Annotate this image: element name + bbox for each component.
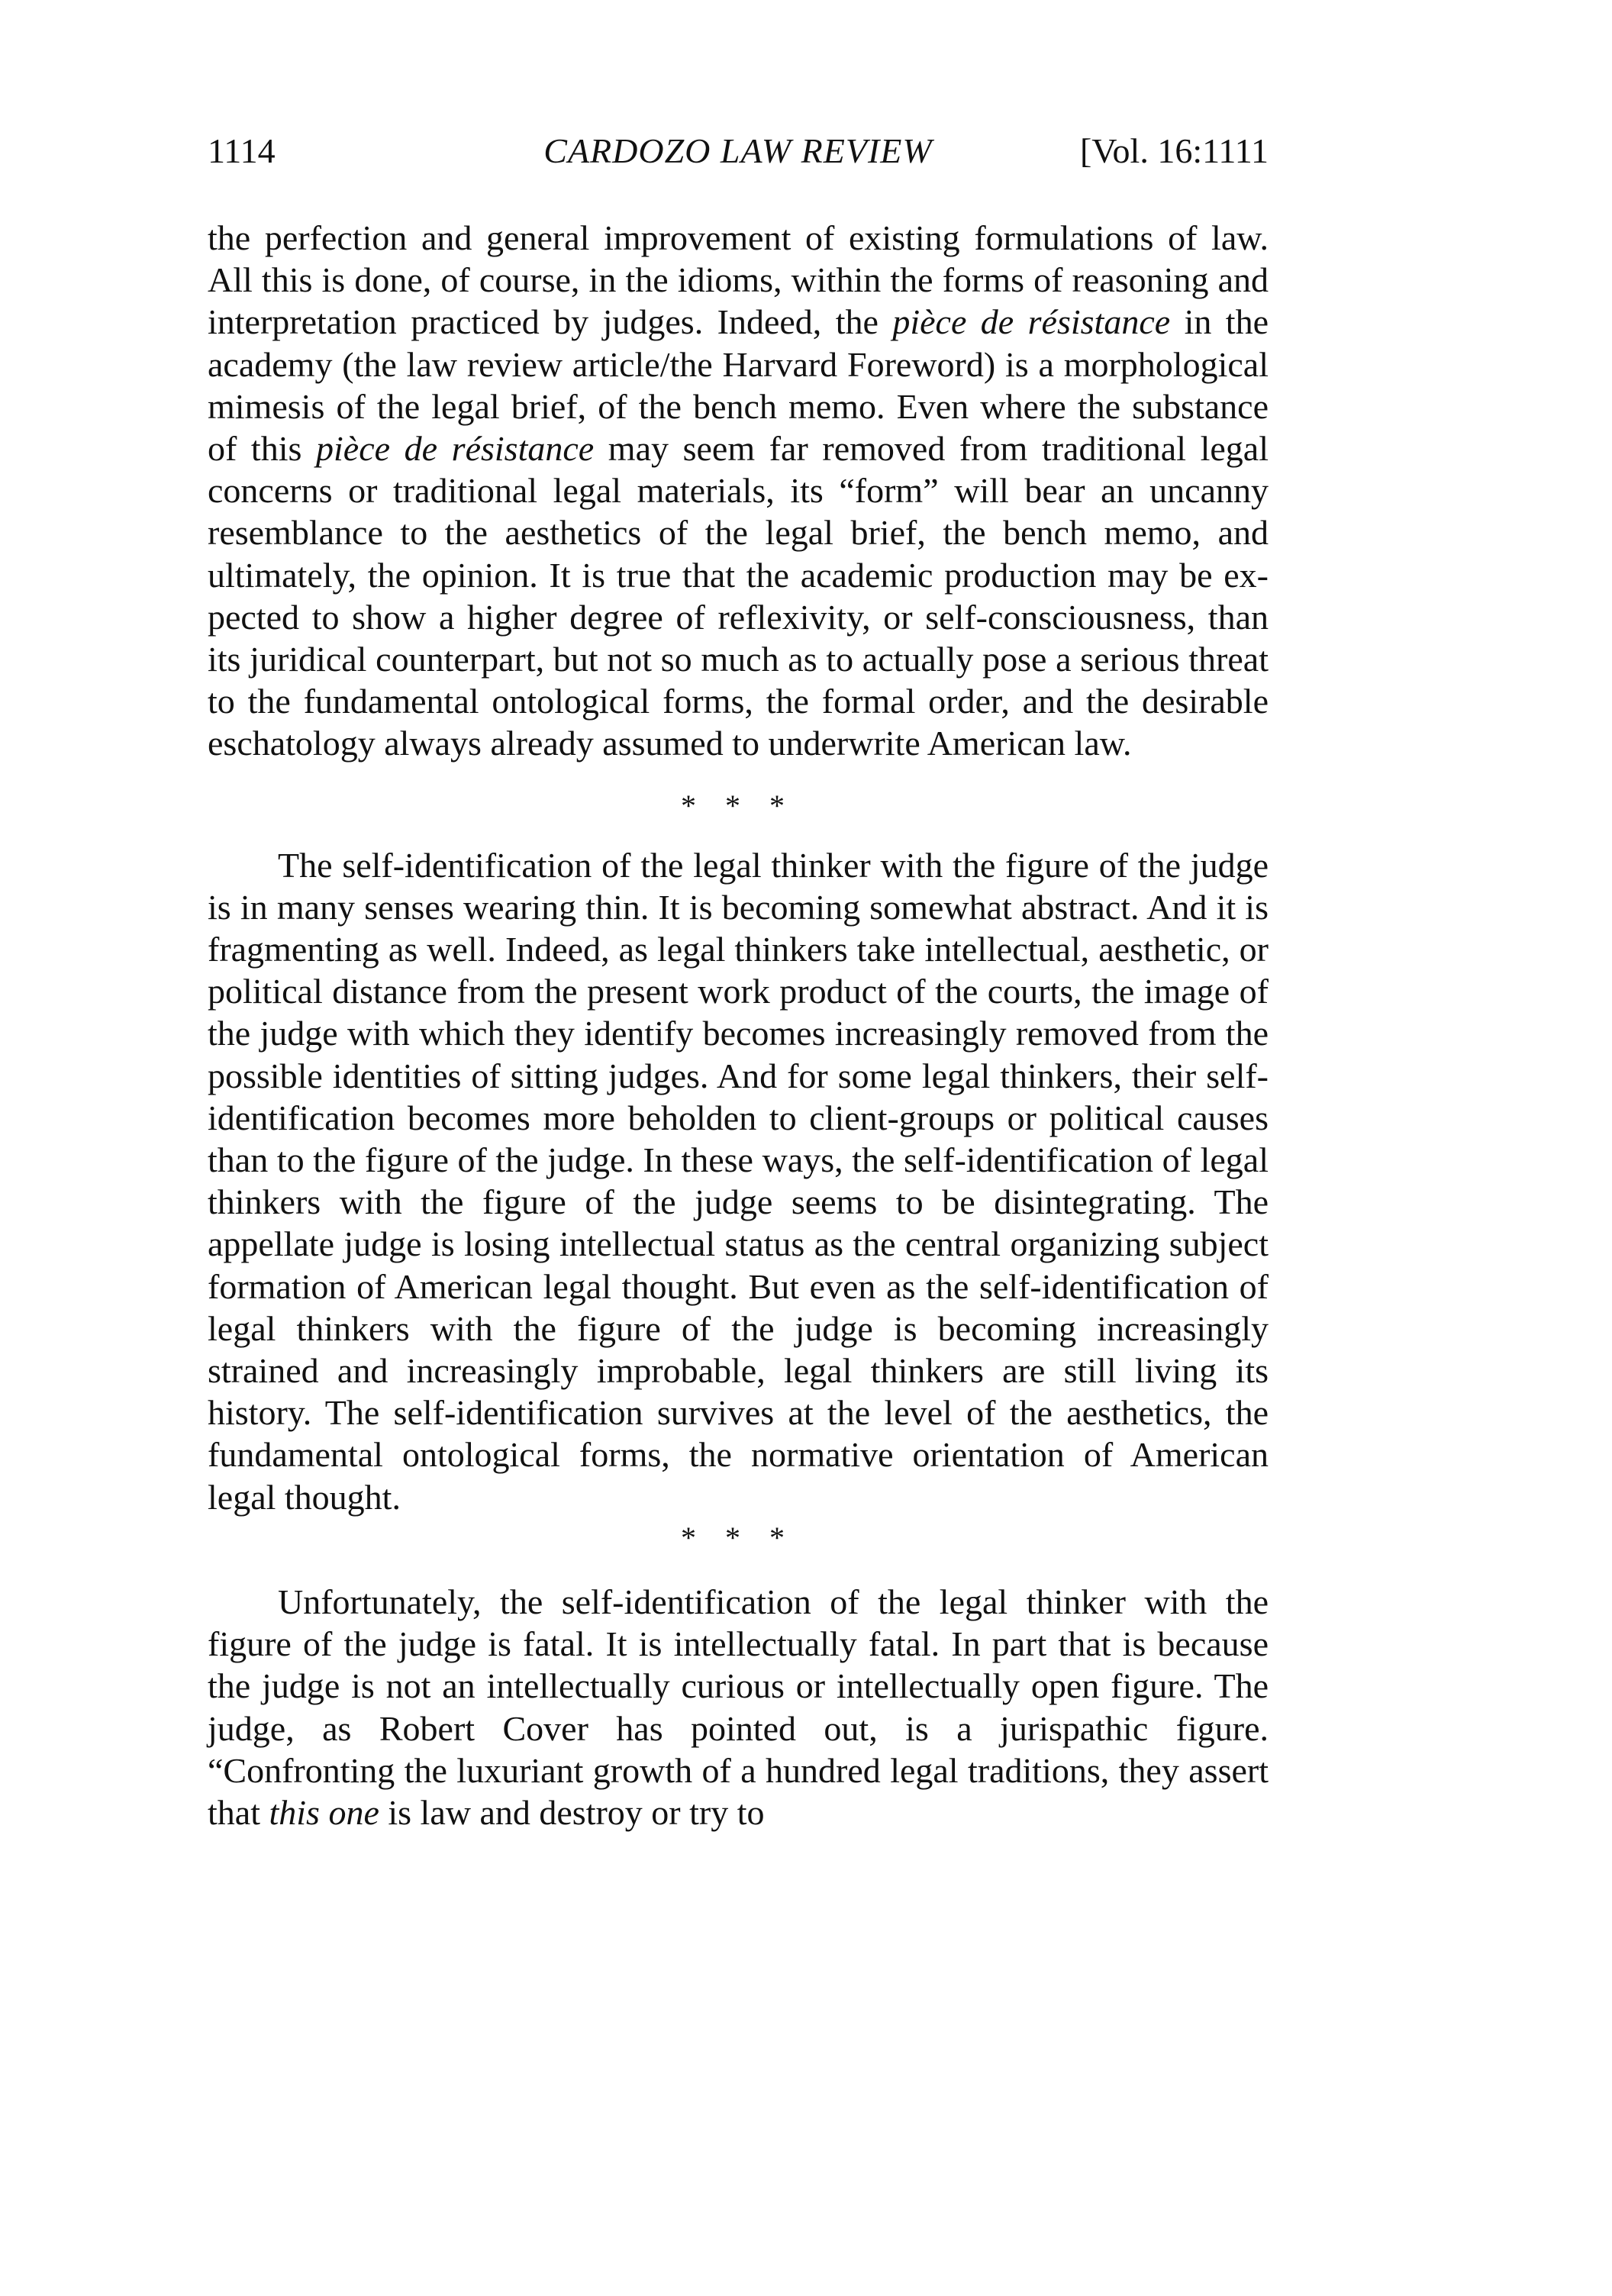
section-separator: * * *	[681, 1520, 795, 1555]
running-header	[208, 128, 1269, 174]
section-separator: * * *	[681, 788, 795, 823]
document-page	[208, 128, 1269, 1833]
paragraph-text: in the academy (the law review article/the Harvard Foreword) is a morphological mimesis of the legal brief, of the bench memo. Even where the substance of this	[208, 302, 1269, 469]
paragraph-continuation	[208, 217, 1269, 765]
paragraph-text: Unfortunately, the self-identification of the legal thinker with the figure of the judge is fatal. It is intellectually fatal. In part that is because the judge is not an intellectually curious or intellectually open figure. The judge, as Robert Cover has pointed out, is a jurispathic figure. “Confronting the luxuriant growth of a hundred legal traditions, they assert that	[208, 1582, 1269, 1832]
page-number: 1114	[208, 131, 276, 170]
italic-phrase: pièce de résistance	[892, 302, 1171, 342]
journal-title: CARDOZO LAW REVIEW	[543, 131, 933, 170]
paragraph: The self-identification of the legal thinker with the figure of the judge is in many senses wearing thin. It is becoming somewhat abstract. And it is fragmenting as well. Indeed, as legal thinkers take intellectual, aesthetic, or political distance from the present work product of the courts, the image of the judge with which they identify becomes increasingly removed from the possible identities of sitting judges. And for some legal thinkers, their self-identification becomes more beholden to client-groups or political causes than to the figure of the judge. In these ways, the self-identification of legal thinkers with the figure of the judge seems to be disintegrating. The appellate judge is losing intellectual status as the central organizing subject formation of American legal thought. But even as the self-identification of legal thinkers with the figure of the judge is becoming increasingly strained and increasingly improbable, legal thinkers are still living its history. The self-identification survives at the level of the aesthetics, the fundamental ontological forms, the normative orientation of American legal thought.	[208, 845, 1269, 1517]
body-text	[208, 217, 1269, 1833]
volume-citation: [Vol. 16:1111	[1079, 131, 1269, 170]
paragraph-text: is law and destroy or try to	[379, 1792, 765, 1832]
italic-phrase: pièce de résistance	[316, 429, 595, 469]
paragraph-text: may seem far removed from traditional legal concerns or traditional legal materials, its “form” will bear an uncanny resemblance to the aesthetics of the legal brief, the bench memo, and ultimately, the opinion. It is true that the academic production may be expected to show a higher degree of reflexivity, or self-consciousness, than its juridical counterpart, but not so much as to actually pose a serious threat to the fundamental ontological forms, the formal order, and the desirable eschatology always already assumed to underwrite American law.	[208, 429, 1269, 763]
paragraph	[208, 1581, 1269, 1833]
paragraph-text: the perfection and general improvement of existing formulations of law. All this is done, of course, in the idioms, within the forms of reasoning and interpretation practiced by judges. Indeed, the	[208, 218, 1269, 342]
italic-phrase: this one	[269, 1792, 379, 1832]
